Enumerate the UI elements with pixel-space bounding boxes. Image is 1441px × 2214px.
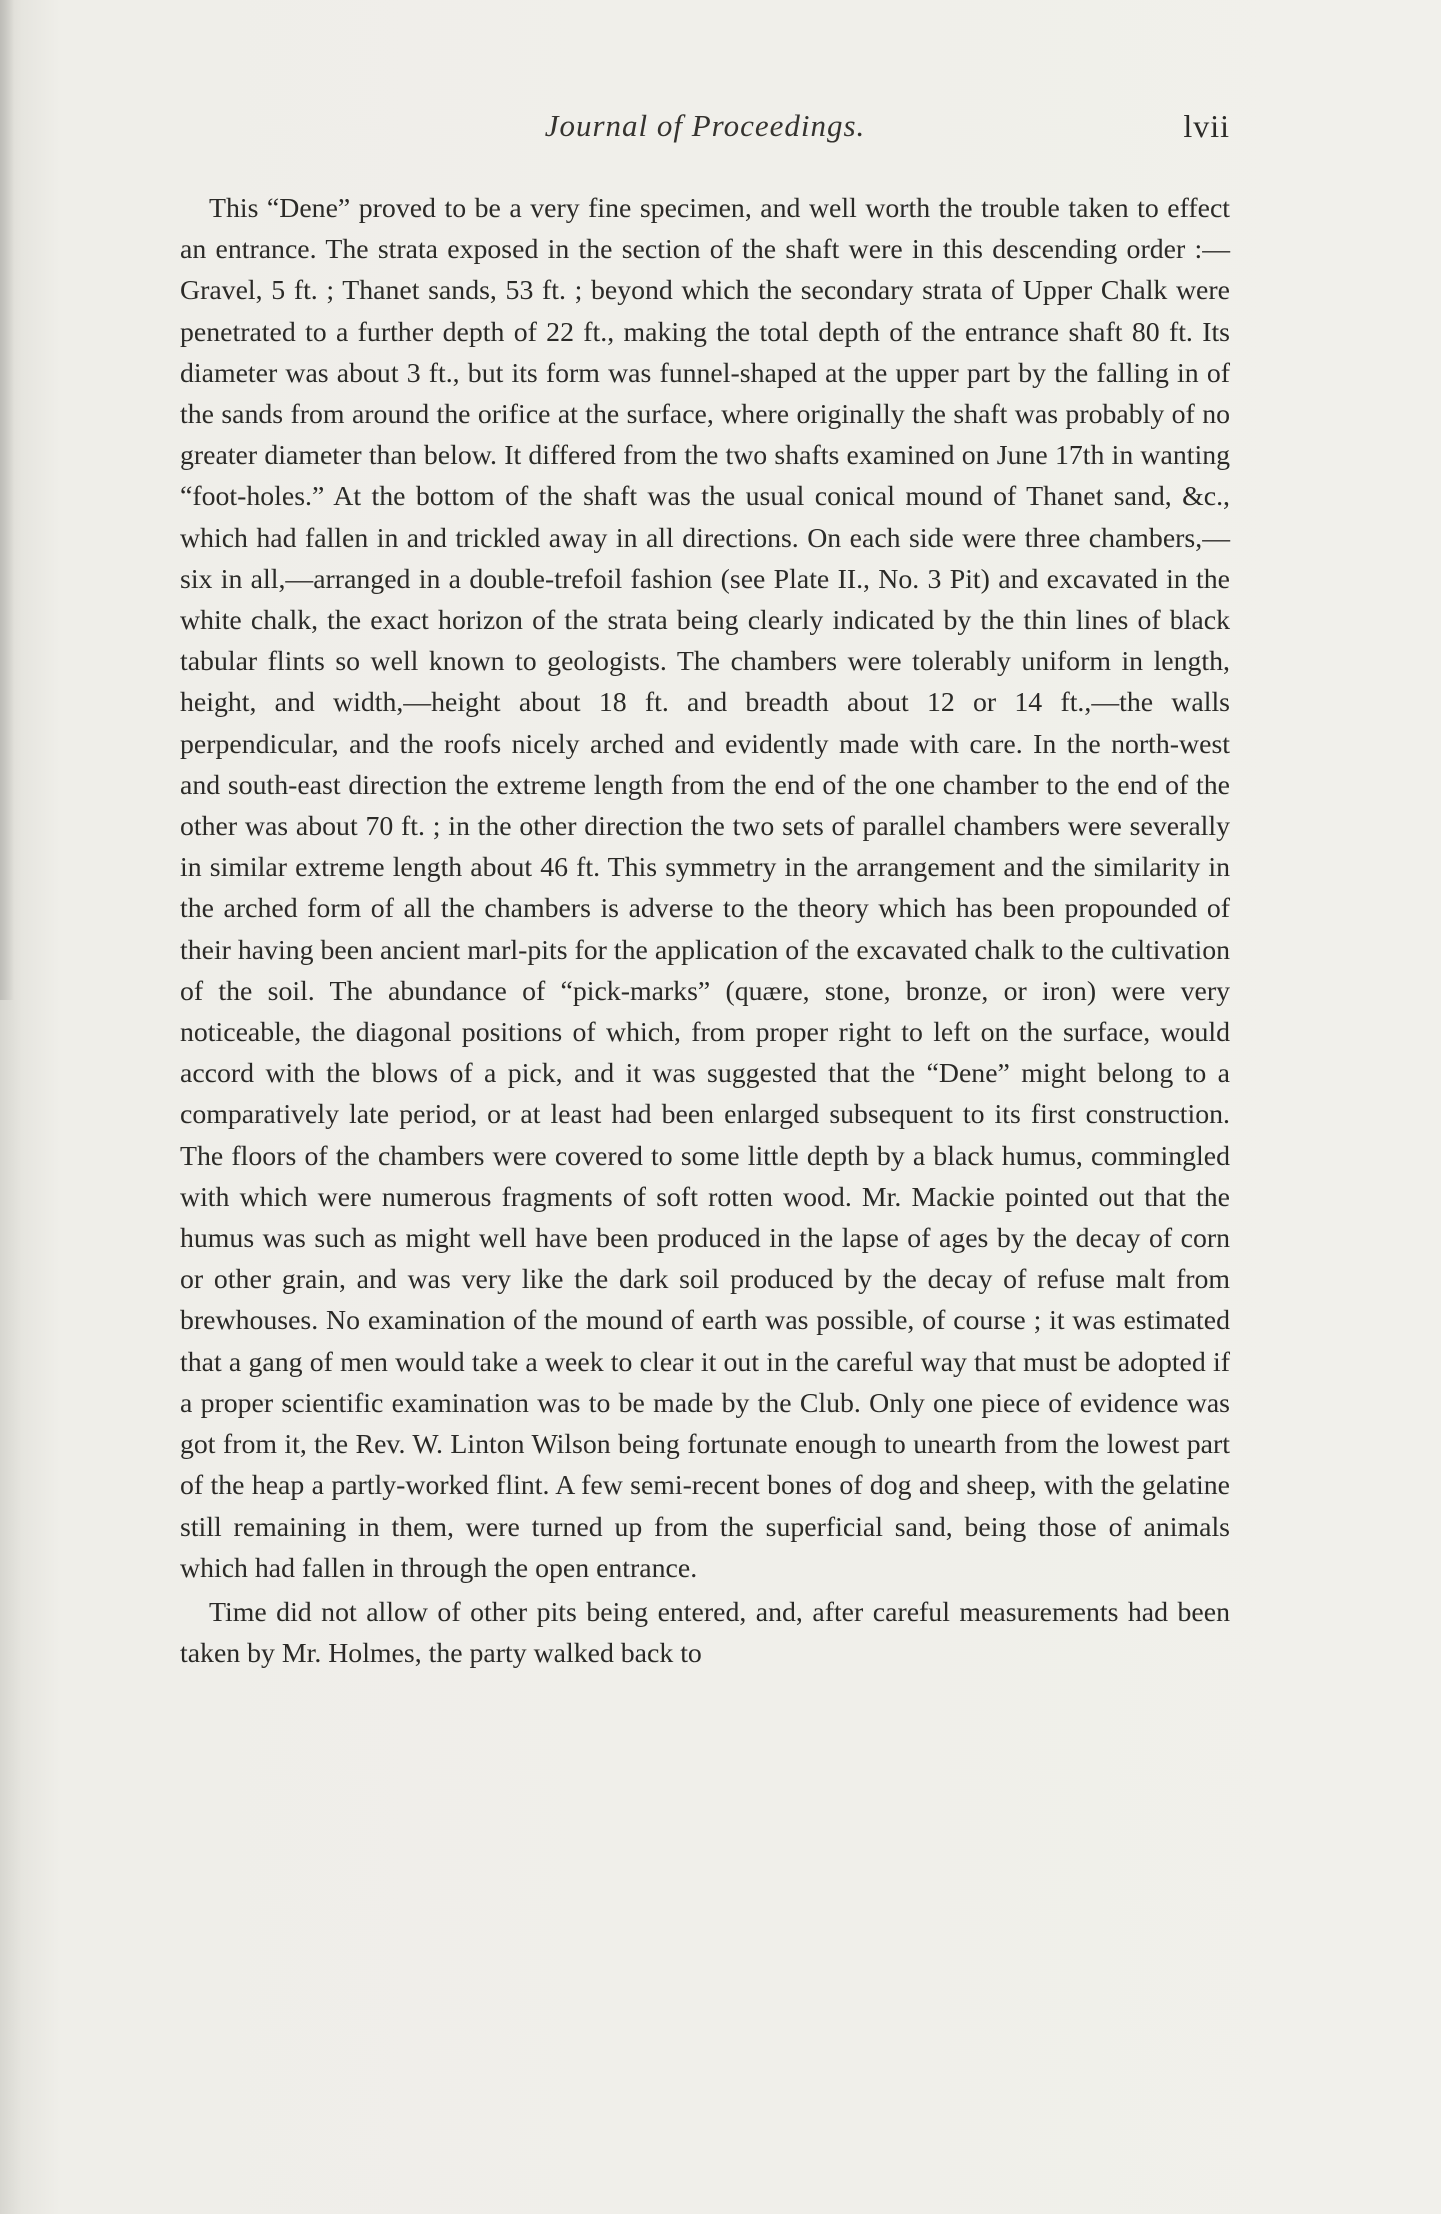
page-number: lvii (1183, 108, 1230, 144)
paragraph-time-did-not-allow: Time did not allow of other pits being entered, and, after careful measurements had been taken by Mr. Holmes, the party walked back to (180, 1596, 1230, 1670)
running-title: Journal of Proceedings. (544, 108, 866, 143)
binding-shadow (0, 0, 14, 1000)
body-text (180, 188, 1230, 1674)
paragraph-dene-description: This “Dene” proved to be a very fine specimen, and well worth the trouble taken to effect an entrance. The strata exposed in the section of the shaft were in this descending order :—Gravel, 5 ft. ; Thanet sands, 53 ft. ; beyond which the secondary strata of Upper Chalk were penetrated to a further depth of 22 ft., making the total depth of the entrance shaft 80 ft. Its diameter was about 3 ft., but its form was funnel-shaped at the upper part by the falling in of the sands from around the orifice at the surface, where originally the shaft was probably of no greater diameter than below. It differed from the two shafts examined on June 17th in wanting “foot-holes.” At the bottom of the shaft was the usual conical mound of Thanet sand, &c., which had fallen in and trickled away in all directions. On each side were three chambers,—six in all,—arranged in a double-trefoil fashion (see Plate II., No. 3 Pit) and excavated in the white chalk, the exact horizon of the strata being clearly indicated by the thin lines of black tabular flints so well known to geologists. The chambers were tolerably uniform in length, height, and width,—height about 18 ft. and breadth about 12 or 14 ft.,—the walls perpendicular, and the roofs nicely arched and evidently made with care. In the north-west and south-east direction the extreme length from the end of the one chamber to the end of the other was about 70 ft. ; in the other direction the two sets of parallel chambers were severally in similar extreme length about 46 ft. This symmetry in the arrangement and the similarity in the arched form of all the chambers is adverse to the theory which has been propounded of their having been ancient marl-pits for the application of the excavated chalk to the cultivation of the soil. The abundance of “pick-marks” (quære, stone, bronze, or iron) were very noticeable, the diagonal positions of which, from proper right to left on the surface, would accord with the blows of a pick, and it was suggested that the “Dene” might belong to a comparatively late period, or at least had been enlarged subsequent to its first construction. The floors of the chambers were covered to some little depth by a black humus, commingled with which were numerous fragments of soft rotten wood. Mr. Mackie pointed out that the humus was such as might well have been produced in the lapse of ages by the decay of corn or other grain, and was very like the dark soil produced by the decay of refuse malt from brewhouses. No examination of the mound of earth was possible, of course ; it was estimated that a gang of men would take a week to clear it out in the careful way that must be adopted if a proper scientific examination was to be made by the Club. Only one piece of evidence was got from it, the Rev. W. Linton Wilson being fortunate enough to unearth from the lowest part of the heap a partly-worked flint. A few semi-recent bones of dog and sheep, with the gelatine still remaining in them, were turned up from the superficial sand, being those of animals which had fallen in through the open entrance. (180, 193, 1230, 1584)
page-header (180, 108, 1230, 148)
